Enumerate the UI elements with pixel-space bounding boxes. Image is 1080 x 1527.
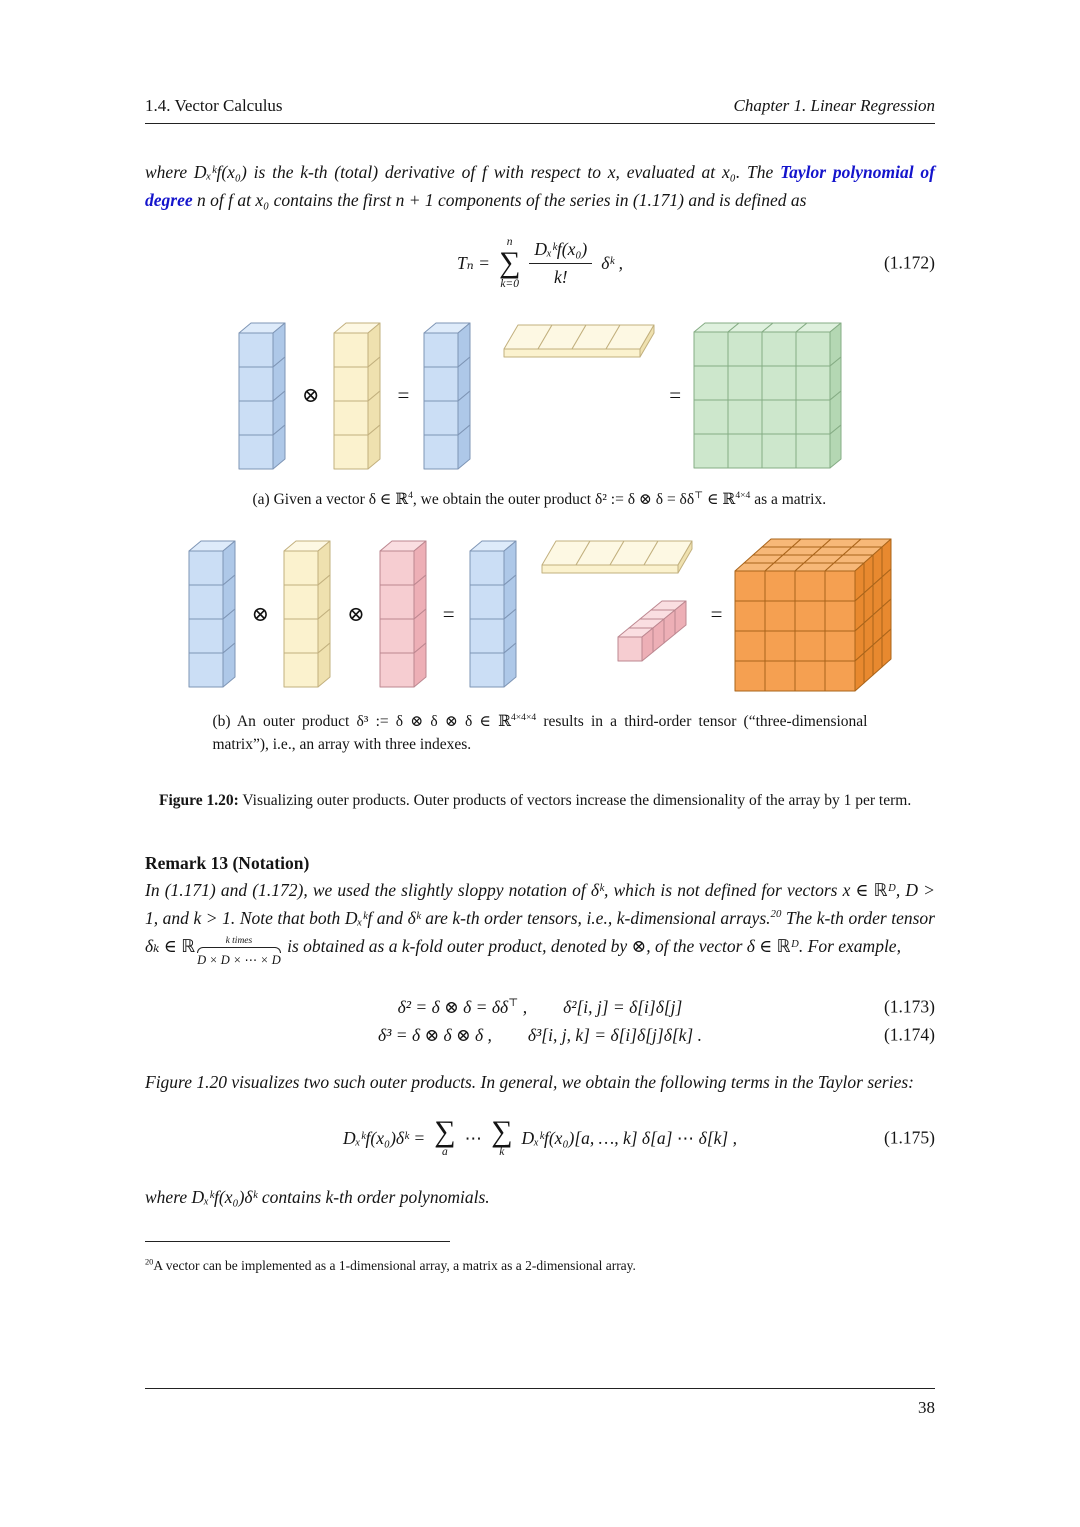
transpose-symbol: ⊤ — [694, 489, 704, 501]
sum-lower-limit: k — [499, 1146, 505, 1159]
equation-tag-175: (1.175) — [883, 1127, 935, 1148]
eq174-lhs: δ³ = δ ⊗ δ ⊗ δ , — [378, 1024, 492, 1045]
outer-product-operands-b — [466, 537, 700, 691]
yellow-column-vector-svg — [280, 537, 336, 691]
footnote-text: A vector can be implemented as a 1-dimensional array, a matrix as a 2-dimensional array. — [153, 1257, 636, 1273]
sum-upper-limit: n — [506, 236, 513, 248]
remark-text-3: is obtained as a k-fold outer product, denoted by ⊗, of the vector δ ∈ ℝᴰ. For example, — [282, 935, 901, 956]
pink-depth-vector-svg — [616, 599, 690, 665]
yellow-row-vector-svg — [540, 539, 696, 577]
sigma-symbol: ∑ — [491, 1114, 513, 1148]
subcaption-a-text: ∈ ℝ — [703, 490, 736, 508]
intro-paragraph — [145, 158, 935, 214]
sum-lower-limit: a — [441, 1146, 448, 1159]
sum-operator — [434, 1114, 456, 1160]
figure-reference-paragraph: Figure 1.20 visualizes two such outer products. In general, we obtain the following terms in the Taylor series: — [145, 1071, 914, 1092]
fraction-numerator: Dₓᵏf(x₀) — [529, 239, 592, 264]
subcaption-a — [253, 488, 828, 511]
closing-paragraph: where Dₓᵏf(x₀)δᵏ contains k-th order polynomials. — [145, 1187, 490, 1208]
sigma-symbol: ∑ — [434, 1114, 456, 1148]
footnote-marker: 20 — [770, 907, 782, 920]
intro-text-1: where Dₓᵏf(x₀) is the k-th (total) derivative of f with respect to x, evaluated at x₀. — [145, 162, 741, 182]
eq172-rhs: δᵏ , — [601, 252, 624, 273]
cdots: ⋯ — [464, 1127, 483, 1148]
overbrace-content: D × D × ⋯ × D — [197, 953, 281, 968]
footnote-area — [145, 1241, 935, 1275]
eq174-rhs: δ³[i, j, k] = δ[i]δ[j]δ[k] . — [527, 1024, 702, 1045]
equation-1-175 — [145, 1114, 935, 1160]
eq175-lhs: Dₓᵏf(x₀)δᵏ = — [343, 1127, 426, 1148]
subcaption-a-text: (a) Given a vector δ ∈ ℝ — [252, 490, 409, 508]
pink-column-vector-svg — [376, 537, 432, 691]
taylor-polynomial-link[interactable]: Taylor polynomial of degree — [145, 162, 935, 210]
footnote — [145, 1256, 935, 1276]
footnote-marker: 20 — [145, 1257, 154, 1267]
remark-text-2: The k-th order tensor δₖ ∈ ℝ — [145, 907, 935, 956]
remark-text-1: In (1.171) and (1.172), we used the slightly sloppy notation of δᵏ, which is not defined for vectors x ∈ ℝᴰ, D > 1, and k > 1. Note that both Dₓᵏf and δᵏ are k-th order tensors, i.e., k-dimensional arrays. — [145, 879, 935, 928]
equals-operator: = — [669, 383, 682, 408]
equation-tag-174: (1.174) — [883, 1024, 935, 1045]
green-matrix-svg — [692, 319, 845, 472]
overbrace-arc — [197, 947, 281, 953]
yellow-row-vector-svg — [502, 323, 658, 361]
subcaption-b-text: (b) An outer product δ³ := δ ⊗ δ ⊗ δ ∈ ℝ — [212, 713, 511, 731]
blue-column-vector-svg — [185, 537, 241, 691]
sigma-symbol: ∑ — [498, 246, 521, 280]
section-title: 1.4. Vector Calculus — [145, 96, 283, 115]
figure-b-row — [145, 533, 935, 695]
fraction — [529, 239, 592, 288]
footnote-rule — [145, 1241, 450, 1242]
page-number: 38 — [918, 1398, 935, 1417]
overbrace-label: k times — [225, 935, 253, 946]
equals-operator: = — [442, 601, 455, 626]
figure-a-row — [145, 319, 935, 473]
sum-operator — [491, 1114, 513, 1160]
running-header — [145, 96, 935, 124]
intro-text-2: The — [747, 162, 781, 182]
subcaption-a-text: as a matrix. — [750, 490, 827, 508]
figure-caption — [159, 789, 935, 813]
figure-caption-label: Figure 1.20: — [159, 791, 239, 809]
transpose-symbol: ⊤ — [508, 996, 519, 1009]
eq172-lhs: Tₙ = — [456, 252, 490, 273]
fraction-denominator: k! — [553, 266, 568, 287]
equals-operator: = — [397, 383, 410, 408]
exponent: 4×4 — [735, 489, 751, 501]
eq173-comma: , — [518, 996, 528, 1017]
exponent: 4 — [408, 489, 413, 501]
otimes-operator: ⊗ — [301, 383, 320, 408]
subcaption-a-text: , we obtain the outer product δ² := δ ⊗ δ = δδ — [412, 490, 695, 508]
equation-1-174 — [145, 1025, 935, 1046]
equals-operator: = — [710, 601, 723, 626]
blue-column-vector-svg — [235, 319, 291, 473]
equation-tag-172: (1.172) — [883, 252, 935, 273]
outer-product-operands-a — [420, 319, 658, 473]
blue-column-vector-svg — [420, 319, 476, 473]
remark-heading: Remark 13 (Notation) — [145, 852, 310, 873]
figure-1-20 — [145, 319, 935, 813]
k-times-overbrace — [197, 937, 281, 967]
chapter-title: Chapter 1. Linear Regression — [733, 96, 935, 115]
sum-operator — [499, 236, 520, 291]
blue-column-vector-svg — [466, 537, 522, 691]
equation-1-172 — [145, 236, 935, 291]
subcaption-b-text: results in a third-order tensor (“three-dimensional matrix”), i.e., an array with three indexes. — [212, 713, 868, 754]
eq175-rhs: Dₓᵏf(x₀)[a, …, k] δ[a] ⋯ δ[k] , — [521, 1127, 737, 1148]
subcaption-b — [213, 710, 868, 757]
intro-text-3: n of f at x₀ contains the first n + 1 components of the series in (1.171) and is defined as — [192, 190, 807, 210]
remark-paragraph — [145, 876, 935, 976]
equation-tag-173: (1.173) — [883, 996, 935, 1017]
eq173-lhs: δ² = δ ⊗ δ = δδ — [397, 996, 509, 1017]
otimes-operator: ⊗ — [347, 601, 365, 626]
page-footer — [145, 1388, 935, 1418]
sum-lower-limit: k=0 — [500, 277, 519, 290]
figure-caption-text: Visualizing outer products. Outer products of vectors increase the dimensionality of the array by 1 per term. — [238, 791, 912, 809]
otimes-operator: ⊗ — [251, 601, 270, 626]
eq173-rhs: δ²[i, j] = δ[i]δ[j] — [563, 996, 683, 1017]
orange-tensor-cube-svg — [733, 533, 895, 695]
yellow-column-vector-svg — [330, 319, 386, 473]
equation-block — [145, 996, 935, 1046]
equation-1-173 — [145, 996, 935, 1018]
exponent: 4×4×4 — [510, 712, 537, 724]
